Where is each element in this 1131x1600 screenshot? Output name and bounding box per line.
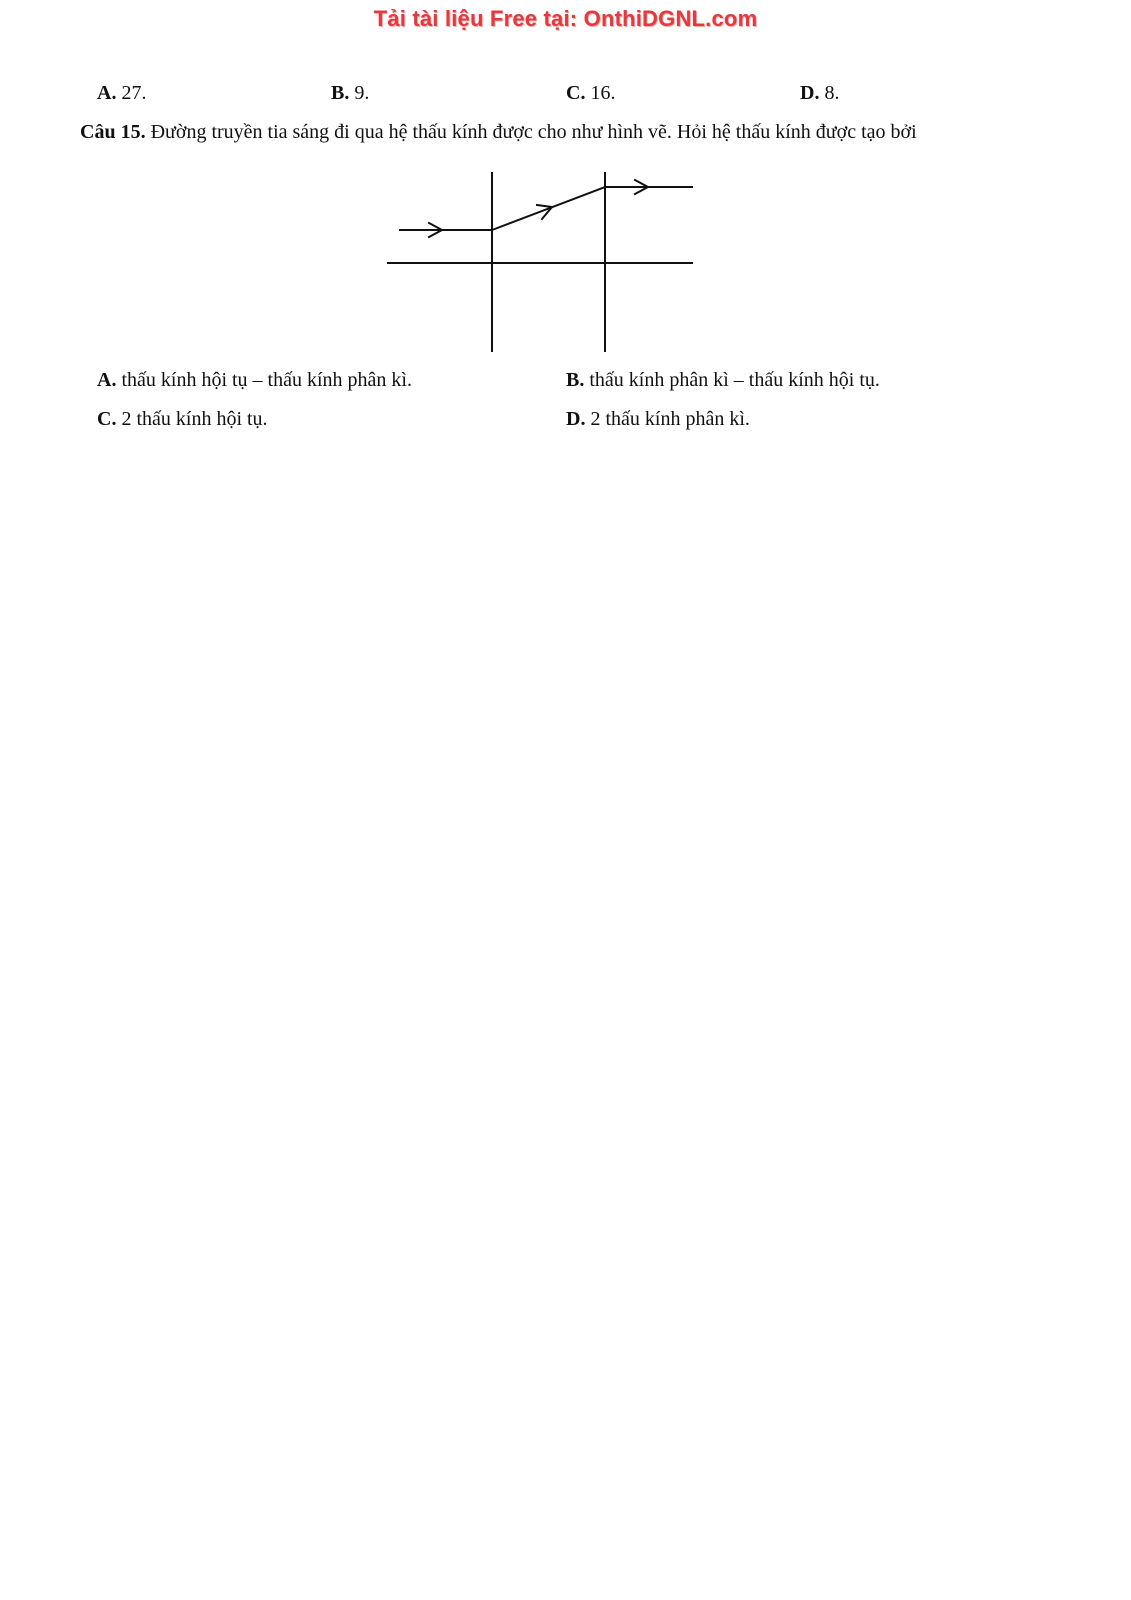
previous-answer-option-a[interactable] xyxy=(97,82,146,105)
question-text: Đường truyền tia sáng đi qua hệ thấu kính được cho như hình vẽ. Hỏi hệ thấu kính được tạo bởi xyxy=(145,121,917,143)
option-text: 16. xyxy=(585,82,616,104)
option-letter: A. xyxy=(97,369,117,391)
answer-row-2 xyxy=(0,408,1131,436)
answer-row-1 xyxy=(0,369,1131,397)
option-text: thấu kính phân kì – thấu kính hội tụ. xyxy=(584,369,880,391)
option-letter: A. xyxy=(97,82,117,104)
answer-option-d[interactable] xyxy=(566,408,750,431)
lens-system-ray-diagram xyxy=(380,165,710,365)
option-letter: B. xyxy=(331,82,350,104)
option-text: 9. xyxy=(349,82,370,104)
previous-answer-option-b[interactable] xyxy=(331,82,369,105)
option-text: 2 thấu kính hội tụ. xyxy=(116,408,268,430)
option-text: 2 thấu kính phân kì. xyxy=(585,408,750,430)
option-letter: D. xyxy=(800,82,820,104)
option-text: thấu kính hội tụ – thấu kính phân kì. xyxy=(116,369,412,391)
previous-answer-row xyxy=(0,82,1131,110)
option-letter: B. xyxy=(566,369,585,391)
option-text: 8. xyxy=(819,82,840,104)
question-number: Câu 15. xyxy=(80,121,146,143)
option-letter: C. xyxy=(97,408,117,430)
answer-option-a[interactable] xyxy=(97,369,412,392)
middle-ray xyxy=(492,187,605,230)
previous-answer-option-c[interactable] xyxy=(566,82,615,105)
previous-answer-option-d[interactable] xyxy=(800,82,839,105)
question-15 xyxy=(80,121,1080,144)
answer-option-c[interactable] xyxy=(97,408,268,431)
option-letter: D. xyxy=(566,408,586,430)
answer-option-b[interactable] xyxy=(566,369,880,392)
option-letter: C. xyxy=(566,82,586,104)
header-banner[interactable]: Tải tài liệu Free tại: OnthiDGNL.com xyxy=(373,6,758,31)
option-text: 27. xyxy=(116,82,147,104)
